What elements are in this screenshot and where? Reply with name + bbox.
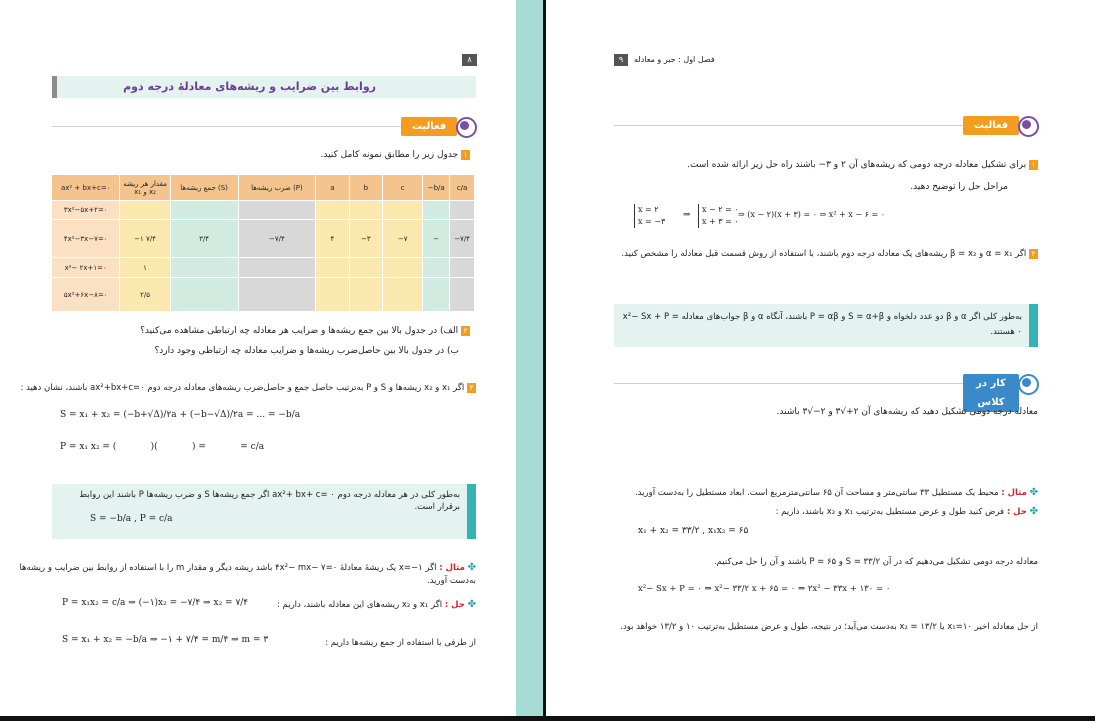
table-header-cell: جمع ریشه‌ها (S) [170, 175, 238, 201]
table-row [52, 201, 475, 220]
question-1 [50, 149, 470, 161]
example-label: مثال : [439, 563, 465, 573]
question-number: ۲ [461, 326, 470, 336]
table-cell [383, 258, 423, 278]
table-header-row [52, 175, 475, 201]
table-cell [170, 258, 238, 278]
title-bar [52, 76, 476, 98]
equation: x + ۳ = ۰ [702, 217, 739, 226]
question-number: ۱ [461, 150, 470, 160]
solution-star-icon: ✤ [1029, 506, 1038, 517]
chapter-header: فصل اول : جبر و معادله [634, 55, 715, 64]
table-cell: ۴x²−۳x−۷=۰ [52, 220, 120, 258]
classwork-text: معادله درجه دومی تشکیل دهید که ریشه‌های آن ۲+√۳ و ۲−√۳ باشند. [776, 407, 1038, 417]
classwork-badge: کار در کلاس [963, 374, 1019, 412]
table-header-cell: b [349, 175, 382, 201]
solution-formula-2: x²− Sx + P = ۰ ⇒ x²− ۳۳/۲ x + ۶۵ = ۰ ⇒ ۲x² − ۳۳x + ۱۳۰ = ۰ [638, 584, 891, 594]
table-cell [238, 201, 316, 220]
table-cell [349, 258, 382, 278]
right-page [546, 0, 1095, 716]
solution-formula: x₁ + x₂ = ۳۳/۲ , x₁x₂ = ۶۵ [638, 526, 749, 536]
question-number: ۲ [1029, 249, 1038, 259]
table-cell [316, 258, 349, 278]
activity-icon [1018, 116, 1039, 137]
implies-arrow: ⇒ [683, 210, 691, 220]
table-header-cell: c [383, 175, 423, 201]
table-cell: −۳ [349, 220, 382, 258]
section-title: روابط بین ضرایب و ریشه‌های معادلهٔ درجه دوم [123, 80, 376, 93]
table-cell [238, 258, 316, 278]
question-2 [30, 325, 470, 337]
table-header-cell: ax² + bx+c=۰ [52, 175, 120, 201]
box-accent [1029, 304, 1038, 347]
activity-badge: فعالیت [963, 116, 1019, 135]
activity-badge: فعالیت [401, 117, 457, 136]
table-cell: −۷ [383, 220, 423, 258]
summary-text: به‌طور کلی در هر معادله درجه دوم ax²+ bx+ c= ۰ اگر جمع ریشه‌ها S و ضرب ریشه‌ها P باشند این روابط برقرار است. [79, 490, 460, 512]
activity-icon [456, 117, 477, 138]
example-label: مثال : [1001, 488, 1027, 498]
formula-sum: S = x₁ + x₂ = (−b+√Δ)/۲a + (−b−√Δ)/۲a = ... = −b/a [60, 410, 301, 420]
question-1-text-2: مراحل حل را توضیح دهید. [910, 182, 1008, 192]
table-cell [349, 278, 382, 312]
divider-line [614, 125, 964, 126]
solution [608, 506, 1038, 518]
example-star-icon: ✤ [467, 562, 476, 573]
question-text: برای تشکیل معادله درجه دومی که ریشه‌های آن ۲ و ۳− باشند راه حل زیر ارائه شده است. [687, 160, 1027, 170]
solution-text: فرض کنید طول و عرض مستطیل به‌ترتیب x₁ و x₂ باشند، داریم : [775, 507, 1005, 517]
solution-formula-2: S = x₁ + x₂ = −b/a ⇒ −۱ + ۷/۴ = m/۴ ⇒ m = ۳ [62, 635, 269, 645]
equation: x = −۳ [638, 217, 666, 226]
solution-label: حل : [1006, 507, 1027, 517]
table-cell [316, 201, 349, 220]
table-header-cell: −b/a [423, 175, 450, 201]
table-cell [120, 201, 170, 220]
table-cell [383, 201, 423, 220]
question-3 [6, 382, 476, 394]
table-cell [170, 278, 238, 312]
bottom-border [0, 716, 1095, 721]
summary-text: به‌طور کلی اگر α و β دو عدد دلخواه و S = α+β و P = αβ باشند، آنگاه α و β جواب‌های معادله x²− Sx + P = ۰ هستند. [622, 312, 1022, 337]
table-cell: ۵x²+۶x−۸=۰ [52, 278, 120, 312]
table-cell: ۴ [316, 220, 349, 258]
equation: x − ۲ = ۰ [702, 205, 739, 214]
solution-star-icon: ✤ [467, 599, 476, 610]
page-number: ۹ [614, 54, 628, 66]
box-accent [467, 484, 476, 539]
table-cell [423, 258, 450, 278]
system-result: ⇒ (x − ۲)(x + ۳) = ۰ ⇒ x² + x − ۶ = ۰ [738, 210, 885, 219]
classwork-icon [1018, 374, 1039, 395]
solution-label: حل : [444, 600, 465, 610]
question-text: الف) در جدول بالا بین جمع ریشه‌ها و ضرایب هر معادله چه ارتباطی مشاهده می‌کنید؟ [140, 326, 459, 336]
coefficients-table [51, 174, 475, 312]
table-cell [450, 258, 475, 278]
system-right [698, 204, 739, 228]
table-cell: ۱ [120, 258, 170, 278]
example-text: اگر x=−۱ یک ریشهٔ معادلهٔ ۴x²− mx− ۷=۰ باشد ریشه دیگر و مقدار m را با استفاده از روابط بین ضرایب و ریشه‌ها به‌دست آورید. [19, 563, 476, 586]
table-cell [450, 201, 475, 220]
table-header-cell: ضرب ریشه‌ها (P) [238, 175, 316, 201]
table-cell [238, 278, 316, 312]
title-accent [52, 76, 57, 98]
example [608, 487, 1038, 499]
equation: x = ۲ [638, 205, 659, 214]
page-number: ۸ [462, 54, 477, 66]
system-left [634, 204, 665, 228]
table-header-cell: مقدار هر ریشه x₁ و x₂ [120, 175, 170, 201]
solution-text-3: از حل معادله اخیر x₁=۱۰ یا x₂ = ۱۳/۲ به‌دست می‌آید؛ در نتیجه، طول و عرض مستطیل به‌ترتیب ۱۰ و ۱۳/۲ خواهد بود. [620, 622, 1038, 632]
table-cell [423, 278, 450, 312]
table-header-cell: a [316, 175, 349, 201]
solution-text: اگر x₁ و x₂ ریشه‌های این معادله باشند، داریم : [276, 600, 443, 610]
question-2b: ب) در جدول بالا بین حاصل‌ضرب ریشه‌ها و ضرایب معادله چه ارتباطی وجود دارد؟ [154, 346, 459, 356]
question-2 [568, 248, 1038, 260]
table-header-cell: c/a [450, 175, 475, 201]
table-cell: ۲/۵ [120, 278, 170, 312]
solution-formula: P = x₁x₂ = c/a ⇒ (−۱)x₂ = −۷/۴ ⇒ x₂ = ۷/۴ [62, 598, 249, 608]
table-cell: x²− ۲x+۱=۰ [52, 258, 120, 278]
table-cell: − [423, 220, 450, 258]
solution [226, 599, 476, 611]
table-cell: ۳x²−۵x+۲=۰ [52, 201, 120, 220]
table-row [52, 220, 475, 258]
table-cell: −۷/۴ [238, 220, 316, 258]
example-text: محیط یک مستطیل ۳۳ سانتی‌متر و مساحت آن ۶۵ سانتی‌مترمربع است. ابعاد مستطیل را به‌دست آورید. [634, 488, 999, 498]
table-cell [349, 201, 382, 220]
summary-formula: S = −b/a , P = c/a [90, 514, 173, 524]
solution-text-2: از طرفی با استفاده از جمع ریشه‌ها داریم : [325, 638, 476, 648]
formula-product: P = x₁ x₂ = ( )( ) = = c/a [60, 442, 265, 452]
question-text: اگر α = x₁ و β = x₂ ریشه‌های یک معادله درجه دوم باشند، با استفاده از روش قسمت قبل معادله را مشخص کنید. [621, 249, 1027, 259]
left-page [0, 0, 516, 716]
table-cell [423, 201, 450, 220]
table-cell [450, 278, 475, 312]
question-text: اگر x₁ و x₂ ریشه‌ها و S و P به‌ترتیب حاصل جمع و حاصل‌ضرب ریشه‌های معادله درجه دوم ax²+bx+c=۰ باشند، نشان دهید : [20, 383, 465, 393]
divider-line [614, 383, 964, 384]
example [6, 561, 476, 588]
summary-box [52, 484, 476, 539]
question-number: ۳ [467, 383, 476, 393]
question-1 [608, 159, 1038, 171]
question-number: ۱ [1029, 160, 1038, 170]
table-row [52, 258, 475, 278]
table-cell [316, 278, 349, 312]
page-gutter [516, 0, 545, 716]
table-cell [383, 278, 423, 312]
table-row [52, 278, 475, 312]
question-text: جدول زیر را مطابق نمونه کامل کنید. [320, 150, 459, 160]
table-cell: ۳/۴ [170, 220, 238, 258]
example-star-icon: ✤ [1029, 487, 1038, 498]
divider-line [52, 126, 402, 127]
table-cell [170, 201, 238, 220]
summary-box [614, 304, 1038, 347]
table-cell: −۷/۴ [450, 220, 475, 258]
table-cell: −۱ ۷/۴ [120, 220, 170, 258]
solution-text-2: معادله درجه دومی تشکیل می‌دهیم که در آن S = ۳۳/۲ و P = ۶۵ باشند و آن را حل می‌کنیم. [713, 557, 1038, 567]
